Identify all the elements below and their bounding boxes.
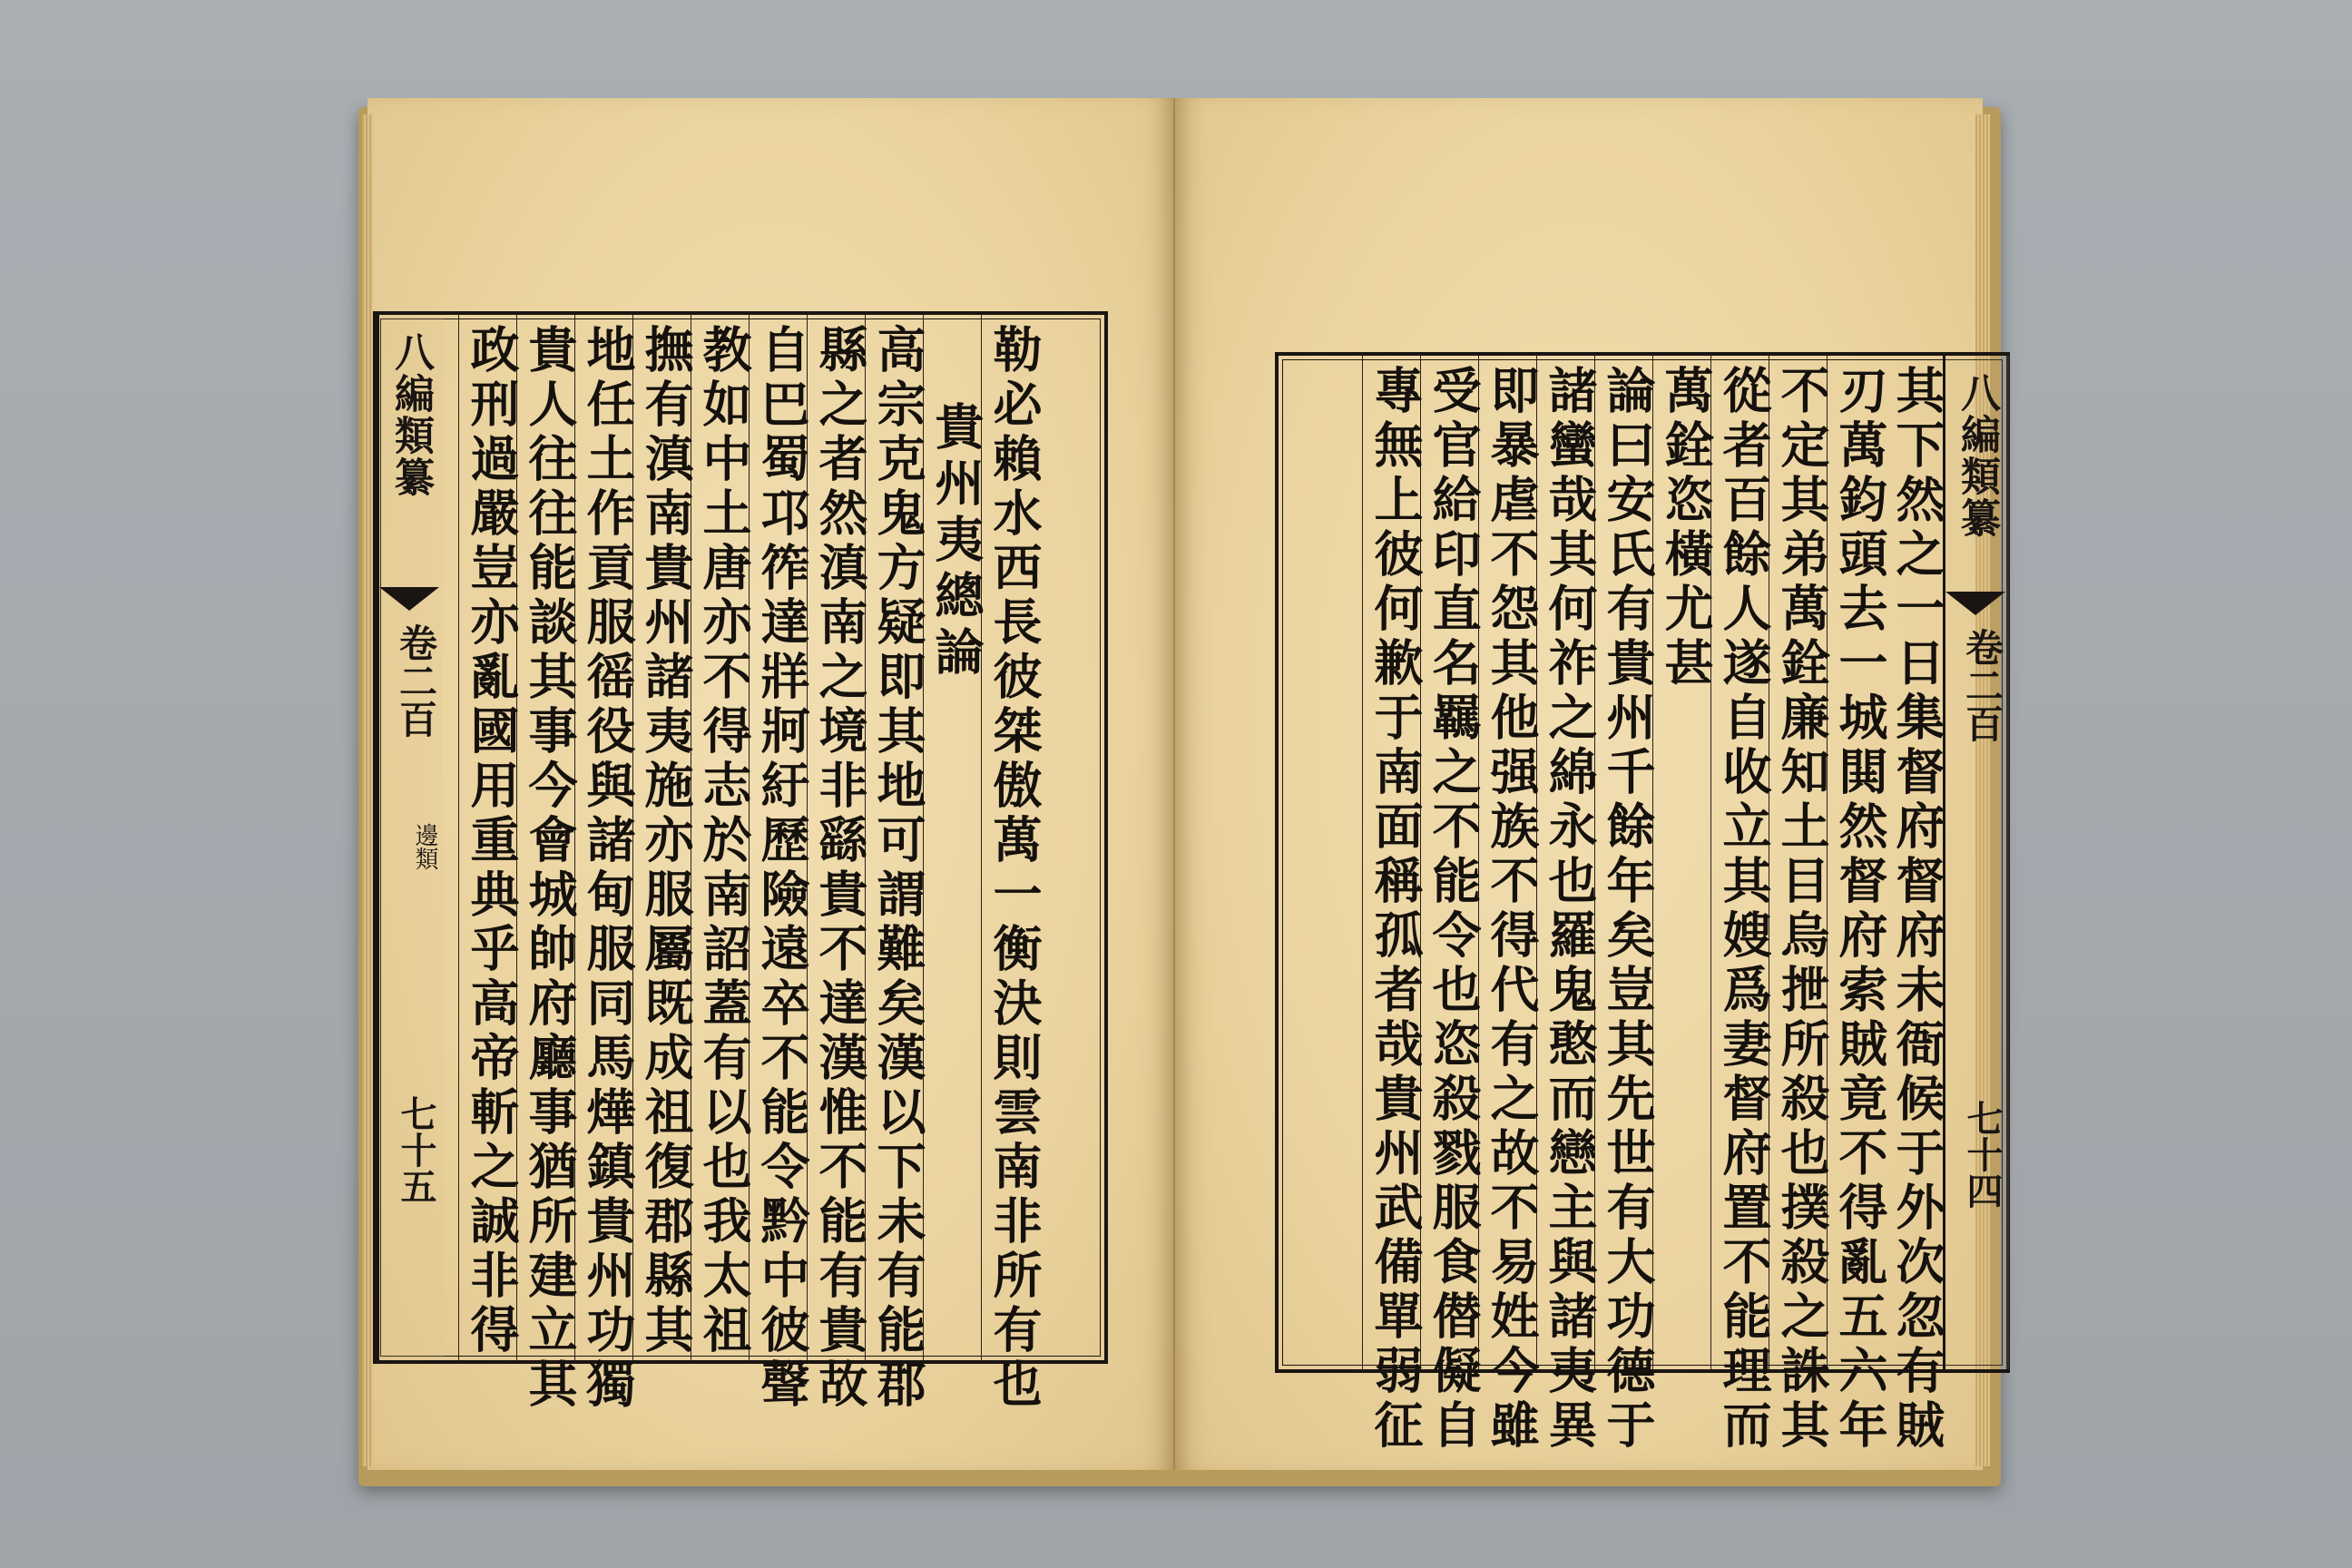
text-column: 專無上彼何歉于南面稱孤者哉貴州武備單弱征 bbox=[1362, 356, 1421, 1369]
text-column: 勒必賴水西長彼桀傲萬一衡決則雲南非所有也 bbox=[981, 315, 1040, 1360]
text-column: 地任土作貢服徭役與諸甸服同馬燁鎮貴州功獨 bbox=[574, 315, 633, 1360]
text-column: 萬銓恣橫尤甚 bbox=[1652, 356, 1711, 1369]
fishtail-mark bbox=[379, 587, 439, 611]
right-banxin bbox=[1943, 356, 2009, 1369]
banxin-page-number: 七十四 bbox=[1961, 1100, 2004, 1209]
banxin-title: 八編類纂 bbox=[387, 331, 434, 498]
text-column: 諸蠻哉其何祚之綿永也羅鬼憨而戀主與諸夷異 bbox=[1536, 356, 1595, 1369]
text-column-heading: 貴州夷總論 bbox=[923, 315, 982, 1360]
text-column: 論曰安氏有貴州千餘年矣豈其先世有大功德于 bbox=[1594, 356, 1653, 1369]
banxin-volume: 卷二百 bbox=[1960, 628, 2004, 742]
left-text-frame bbox=[373, 311, 1108, 1413]
text-column: 貴人往往能談其事今會城帥府廳事猶所建立其 bbox=[516, 315, 575, 1360]
right-page bbox=[1175, 98, 2004, 1470]
right-text-frame bbox=[1275, 352, 2010, 1454]
text-column: 不定其弟萬銓廉知土目烏抴所殺也撲殺之誅其 bbox=[1769, 356, 1828, 1369]
text-column: 其下然之一日集督府督府未衙候于外次忽有賊 bbox=[1888, 365, 1946, 1454]
text-column: 刃萬鈞頭去一城閧然督府索賊竟不得亂五六年 bbox=[1827, 356, 1886, 1369]
text-column: 受官給印直名羈之不能令也恣殺戮服食僣儗自 bbox=[1420, 356, 1479, 1369]
banxin-volume: 卷二百 bbox=[394, 623, 438, 738]
text-column: 政刑過嚴豈亦亂國用重典乎高帝斬之誠非得 bbox=[458, 315, 517, 1360]
left-banxin bbox=[377, 315, 443, 1360]
text-column: 即暴虐不怨其他强族不得代有之故不易姓今雖 bbox=[1478, 356, 1537, 1369]
banxin-category: 邊類 bbox=[411, 823, 438, 870]
left-page-edge bbox=[362, 114, 373, 1466]
text-column: 縣之者然滇南之境非繇貴不達漢惟不能有貴故 bbox=[807, 315, 866, 1360]
text-column: 撫有滇南貴州諸夷施亦服屬既成祖復郡縣其 bbox=[632, 315, 691, 1360]
text-column: 教如中土唐亦不得志於南詔蓋有以也我太祖 bbox=[691, 315, 750, 1360]
fishtail-mark bbox=[1945, 592, 2005, 615]
text-column: 高宗克鬼方疑即其地可謂難矣漢以下未有能郡 bbox=[865, 315, 924, 1360]
left-page bbox=[368, 98, 1175, 1470]
banxin-title: 八編類纂 bbox=[1954, 372, 2000, 539]
banxin-page-number: 七十五 bbox=[395, 1095, 437, 1204]
text-column: 從者百餘人遂自收立其嫂爲妻督府置不能理而 bbox=[1710, 356, 1769, 1369]
open-book bbox=[358, 98, 2004, 1486]
text-column: 自巴蜀邛筰達牂牁紆歷險遠卒不能令黔中彼聲 bbox=[749, 315, 808, 1360]
